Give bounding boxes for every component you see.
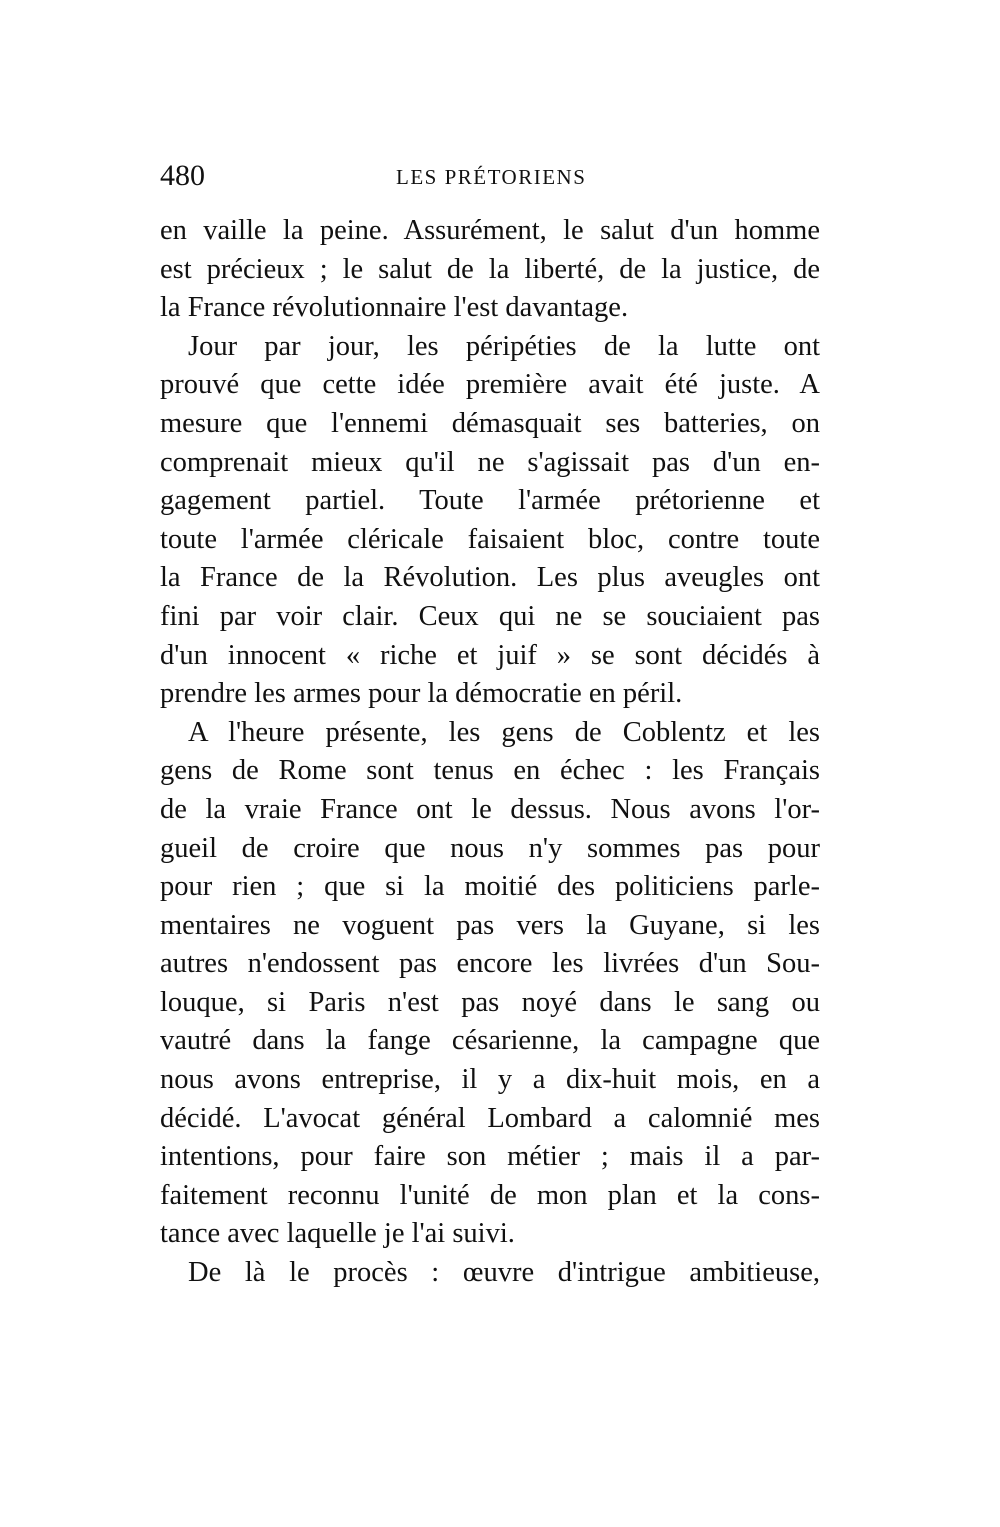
- text-line: en vaille la peine. Assurément, le salut d'un homme: [160, 215, 820, 246]
- text-line: gueil de croire que nous n'y sommes pas pour: [160, 832, 820, 864]
- text-line: comprenait mieux qu'il ne s'agissait pas d'un en-: [160, 446, 820, 478]
- paragraph-first-line: Jour par jour, les péripéties de la lutte ont: [188, 330, 820, 362]
- text-line: faitement reconnu l'unité de mon plan et la cons-: [160, 1179, 820, 1211]
- text-line: mentaires ne voguent pas vers la Guyane, si les: [160, 909, 820, 941]
- text-line: prouvé que cette idée première avait été juste. A: [160, 369, 820, 401]
- text-line: gens de Rome sont tenus en échec : les Français: [160, 755, 820, 787]
- text-line: tance avec laquelle je l'ai suivi.: [160, 1218, 515, 1250]
- text-line: gagement partiel. Toute l'armée prétorienne et: [160, 485, 820, 517]
- text-line: la France de la Révolution. Les plus aveugles ont: [160, 562, 820, 594]
- text-line: toute l'armée cléricale faisaient bloc, contre toute: [160, 523, 820, 555]
- text-line: la France révolutionnaire l'est davantage.: [160, 292, 629, 324]
- running-title: LES PRÉTORIENS: [396, 165, 587, 189]
- text-line: nous avons entreprise, il y a dix-huit mois, en a: [160, 1064, 820, 1096]
- text-line: d'un innocent « riche et juif » se sont décidés à: [160, 639, 820, 671]
- text-line: intentions, pour faire son métier ; mais il a par-: [160, 1141, 820, 1173]
- paragraph-first-line: De là le procès : œuvre d'intrigue ambitieuse,: [188, 1257, 820, 1289]
- body-text: [160, 212, 820, 1293]
- text-line: fini par voir clair. Ceux qui ne se souciaient pas: [160, 600, 820, 632]
- text-line: est précieux ; le salut de la liberté, de la justice, de: [160, 253, 820, 285]
- text-line: pour rien ; que si la moitié des politiciens parle-: [160, 871, 820, 903]
- text-line: de la vraie France ont le dessus. Nous avons l'or-: [160, 793, 820, 825]
- running-head: [160, 158, 820, 194]
- text-line: prendre les armes pour la démocratie en péril.: [160, 678, 683, 710]
- paragraph-first-line: A l'heure présente, les gens de Coblentz et les: [188, 716, 820, 748]
- text-line: décidé. L'avocat général Lombard a calomnié mes: [160, 1102, 820, 1134]
- text-line: autres n'endossent pas encore les livrées d'un Sou-: [160, 948, 820, 980]
- text-line: vautré dans la fange césarienne, la campagne que: [160, 1025, 820, 1057]
- text-line: louque, si Paris n'est pas noyé dans le sang ou: [160, 986, 820, 1018]
- text-line: mesure que l'ennemi démasquait ses batteries, on: [160, 407, 820, 439]
- page-number: 480: [160, 159, 205, 192]
